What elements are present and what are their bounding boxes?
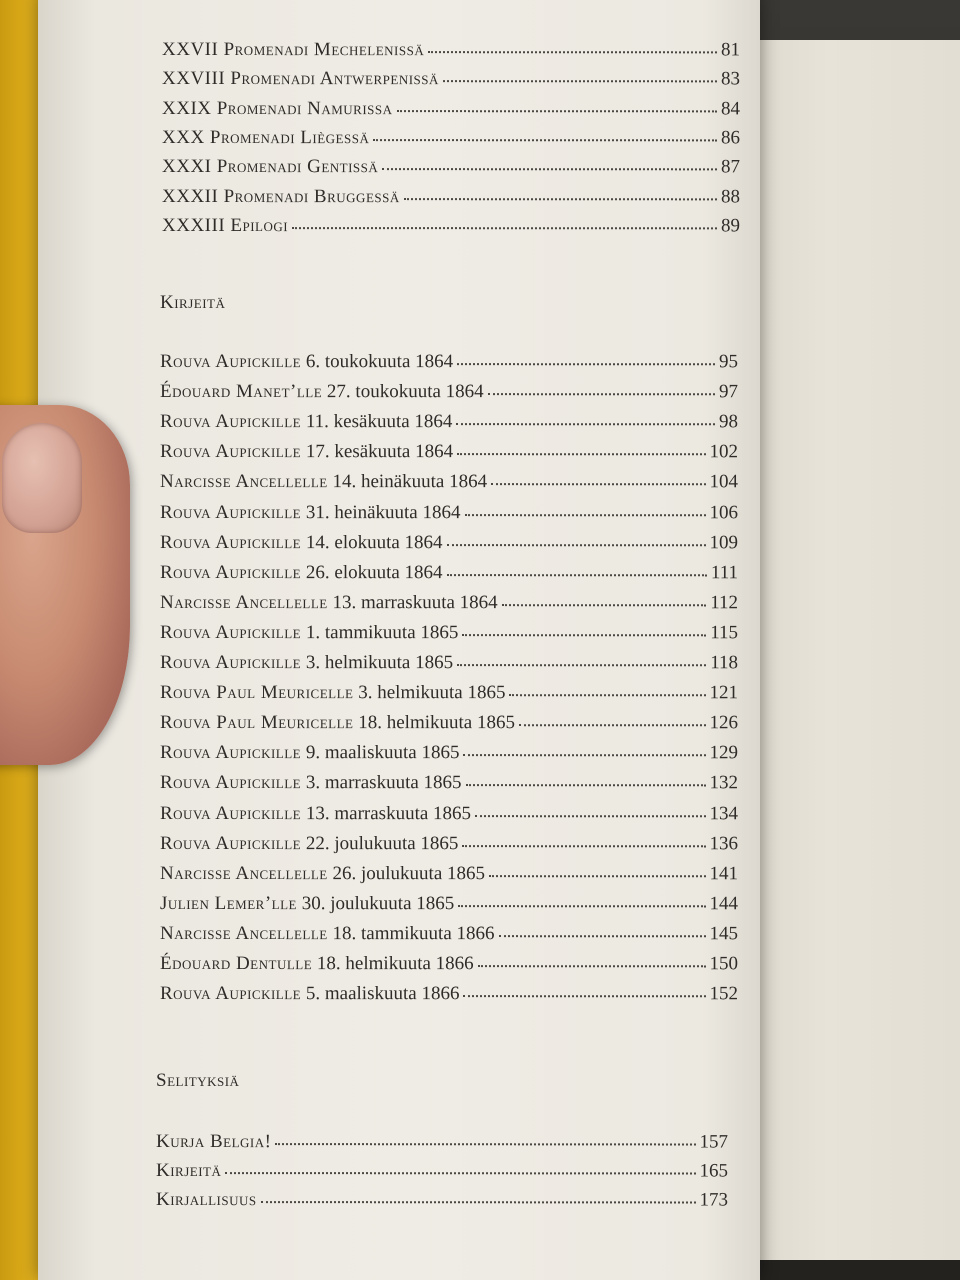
toc-entry (160, 892, 738, 916)
toc-entry (160, 561, 738, 585)
toc-entry-title: Kirjeitä (155, 1160, 222, 1182)
dot-leader (464, 514, 705, 516)
toc-entry (162, 214, 740, 238)
toc-entry-title: Édouard Dentulle 18. helmikuuta 1866 (159, 953, 474, 975)
toc-entry-page-number: 144 (709, 893, 739, 915)
toc-entry (160, 922, 738, 946)
toc-entry-page-number: 83 (720, 68, 741, 90)
toc-entry-title: Rouva Aupickille 14. elokuuta 1864 (159, 531, 443, 553)
toc-entry-title: Kirjallisuus (155, 1189, 257, 1211)
toc-entry-page-number: 145 (709, 923, 739, 945)
toc-entry (162, 67, 740, 91)
toc-entry (162, 126, 740, 150)
toc-entry-title: Rouva Aupickille 11. kesäkuuta 1864 (159, 411, 453, 433)
dot-leader (275, 1143, 695, 1145)
toc-entry (160, 501, 738, 525)
dot-leader (488, 393, 715, 395)
dot-leader (428, 51, 717, 53)
toc-entry-page-number: 134 (709, 802, 739, 824)
toc-entry-title: XXXII Promenadi Bruggessä (161, 185, 400, 207)
toc-entry-page-number: 84 (720, 97, 741, 119)
toc-entry (160, 621, 738, 645)
toc-entry-page-number: 89 (720, 215, 741, 237)
toc-entry (160, 862, 738, 886)
toc-entry (160, 952, 738, 976)
toc-entry (160, 380, 738, 404)
dot-leader (292, 227, 717, 229)
dot-leader (447, 574, 707, 576)
dot-leader (478, 965, 706, 967)
toc-entry-page-number: 86 (720, 127, 741, 149)
toc-entry-page-number: 141 (709, 862, 739, 884)
toc-entry (160, 440, 738, 464)
toc-entry-title: Rouva Aupickille 3. marraskuuta 1865 (159, 772, 462, 794)
toc-entry (160, 531, 738, 555)
dot-leader (491, 484, 705, 486)
dot-leader (502, 604, 707, 606)
toc-entry (156, 1159, 728, 1183)
toc-entry-title: XXXI Promenadi Gentissä (161, 156, 379, 178)
dot-leader (261, 1201, 696, 1203)
dot-leader (489, 875, 705, 877)
toc-entry-title: Rouva Aupickille 9. maaliskuuta 1865 (159, 742, 460, 764)
toc-entry-title: XXVII Promenadi Mechelenissä (161, 39, 425, 61)
toc-entry-page-number: 106 (709, 501, 739, 523)
toc-entry-title: Narcisse Ancellelle 14. heinäkuuta 1864 (159, 471, 488, 493)
toc-entry-title: Narcisse Ancellelle 13. marraskuuta 1864 (159, 591, 498, 613)
toc-entry-title: Rouva Aupickille 1. tammikuuta 1865 (159, 621, 459, 644)
toc-entry-page-number: 112 (710, 592, 739, 614)
toc-entry-page-number: 95 (718, 351, 739, 373)
toc-entry (162, 97, 740, 121)
dot-leader (463, 754, 705, 756)
toc-entry-title: Rouva Paul Meuricelle 3. helmikuuta 1865 (159, 682, 506, 704)
toc-entry-page-number: 165 (699, 1160, 729, 1182)
toc-entry-page-number: 118 (710, 652, 739, 674)
dot-leader (457, 664, 706, 666)
toc-entry-title: XXXIII Epilogi (161, 214, 289, 236)
toc-entry-page-number: 173 (699, 1189, 729, 1211)
toc-entry (160, 832, 738, 856)
dot-leader (519, 724, 706, 726)
dot-leader (382, 168, 717, 170)
toc-entry (160, 410, 738, 434)
thumbnail (2, 423, 82, 533)
toc-entry-title: XXX Promenadi Liègessä (161, 126, 370, 149)
toc-entry (160, 741, 738, 765)
toc-entry-title: Édouard Manet’lle 27. toukokuuta 1864 (159, 381, 484, 403)
toc-entry-title: Julien Lemer’lle 30. joulukuuta 1865 (159, 892, 455, 914)
thumb (0, 405, 130, 765)
toc-entry-title: Rouva Aupickille 5. maaliskuuta 1866 (159, 983, 460, 1005)
toc-entry (162, 155, 740, 179)
toc-entry-title: Narcisse Ancellelle 18. tammikuuta 1866 (159, 922, 495, 945)
dot-leader (462, 845, 705, 847)
dot-leader (225, 1172, 695, 1174)
toc-entry (160, 711, 738, 735)
dot-leader (475, 815, 705, 817)
toc-entry-page-number: 132 (709, 772, 739, 794)
dot-leader (466, 785, 706, 787)
toc-entry-title: XXVIII Promenadi Antwerpenissä (161, 68, 439, 90)
toc-entry-title: Rouva Aupickille 6. toukokuuta 1864 (159, 351, 454, 373)
dot-leader (404, 198, 717, 200)
toc-entry-page-number: 129 (709, 742, 739, 764)
toc-entry (160, 681, 738, 705)
toc-entry-page-number: 126 (709, 712, 739, 734)
toc-entry-page-number: 136 (709, 832, 739, 854)
toc-entry (162, 38, 740, 62)
toc-entry-title: Kurja Belgia! (155, 1131, 272, 1153)
toc-entry-page-number: 102 (709, 441, 739, 463)
dot-leader (462, 634, 706, 636)
toc-entry-page-number: 150 (709, 953, 739, 975)
toc-entry (156, 1188, 728, 1212)
dot-leader (397, 110, 717, 112)
toc-entry (160, 350, 738, 374)
toc-entry-page-number: 115 (710, 622, 739, 644)
toc-entry (160, 982, 738, 1006)
toc-entry (160, 651, 738, 675)
toc-entry-title: Rouva Aupickille 26. elokuuta 1864 (159, 561, 443, 583)
toc-entry-page-number: 111 (710, 561, 739, 583)
toc-entry (160, 771, 738, 795)
dot-leader (456, 423, 715, 425)
toc-entry-title: Rouva Aupickille 31. heinäkuuta 1864 (159, 501, 461, 523)
dot-leader (463, 995, 705, 997)
toc-entry-page-number: 121 (709, 682, 739, 704)
toc-entry-title: Rouva Paul Meuricelle 18. helmikuuta 1865 (159, 712, 515, 734)
toc-entry (160, 470, 738, 494)
toc-entry-title: Rouva Aupickille 17. kesäkuuta 1864 (159, 441, 454, 463)
toc-entry-page-number: 88 (720, 185, 741, 207)
toc-entry-page-number: 104 (709, 471, 739, 493)
toc-entry-page-number: 157 (699, 1131, 729, 1153)
section-heading: Selityksiä (156, 1070, 240, 1091)
dot-leader (373, 139, 717, 141)
toc-entry-page-number: 98 (718, 411, 739, 433)
dot-leader (447, 544, 706, 546)
section-heading: Kirjeitä (160, 292, 226, 313)
toc-entry (162, 185, 740, 209)
toc-entry-title: Rouva Aupickille 22. joulukuuta 1865 (159, 832, 459, 854)
dot-leader (457, 453, 705, 455)
toc-entry-title: XXIX Promenadi Namurissa (161, 97, 393, 119)
dot-leader (509, 694, 705, 696)
toc-entry-page-number: 87 (720, 156, 741, 178)
toc-entry-page-number: 81 (720, 39, 741, 61)
dot-leader (443, 80, 717, 82)
toc-entry (160, 591, 738, 615)
toc-entry (160, 802, 738, 826)
toc-entry (156, 1130, 728, 1154)
toc-entry-page-number: 109 (709, 531, 739, 553)
toc-entry-page-number: 152 (709, 983, 739, 1005)
toc-entry-title: Rouva Aupickille 3. helmikuuta 1865 (159, 652, 454, 674)
toc-entry-title: Narcisse Ancellelle 26. joulukuuta 1865 (159, 862, 486, 884)
toc-entry-page-number: 97 (718, 381, 739, 403)
dot-leader (499, 935, 706, 937)
dot-leader (458, 905, 705, 907)
dot-leader (457, 363, 715, 365)
toc-entry-title: Rouva Aupickille 13. marraskuuta 1865 (159, 802, 472, 824)
